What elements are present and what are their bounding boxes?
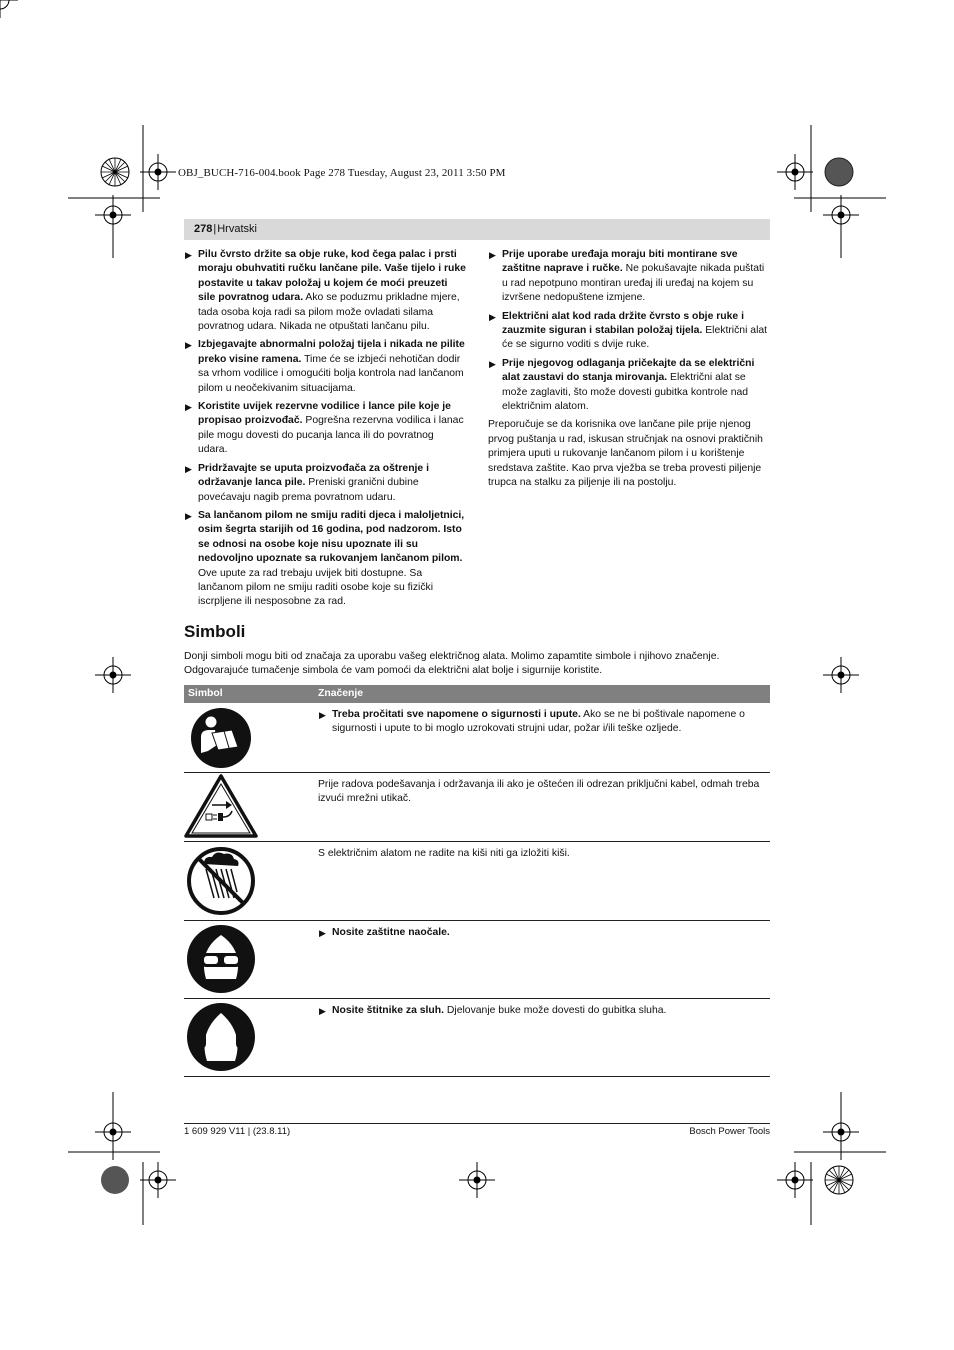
list-item-text: Električni alat će se sigurno voditi s dvije ruke. [502,325,768,351]
bullet-icon: ▶ [489,358,496,369]
list-item [184,462,466,505]
list-item-bold: Pilu čvrsto držite sa obje ruke, kod čega palac i prsti moraju obuhvatiti ručku lančane pile. Vaše tijelo i ruke postavite u takav položaj u kojem će moći preuzeti sile povratnog udara. [198,249,466,304]
table-row [184,921,770,999]
bullet-icon: ▶ [185,402,192,413]
table-row [184,773,770,842]
list-item-bold: Pridržavajte se uputa proizvođača za oštrenje i održavanje lanca pile. [198,462,429,489]
list-item-text: Ove upute za rad trebaju uvijek biti dostupne. Sa lančanom pilom ne smiju raditi osobe koje su fizički iscrpljene ili nesposobne za rad. [198,567,434,608]
list-item-bold: Prije uporabe uređaja moraju biti montirane sve zaštitne naprave i ručke. [502,249,738,275]
header-language: Hrvatski [217,223,257,235]
list-item [184,400,466,458]
row-meaning [318,1004,768,1018]
bullet-icon: ▶ [489,250,496,260]
table-row [184,842,770,921]
list-item-text: Djelovanje buke može dovesti do gubitka sluha. [444,1005,667,1016]
row-meaning [318,926,768,940]
list-item-text: Time će se izbjeći nehotičan dodir sa vrhom vodilice i omogućiti bolja kontrola nad lančanom pilom u neočekivanim situacijama. [198,353,464,394]
list-item-text: Ako se poduzmu prikladne mjere, tada osoba koja radi sa pilom može ovladati silama povratnog udara. Nikada ne otpuštati lančanu pilu. [198,292,460,333]
section-title: Simboli [184,622,246,641]
row-meaning: S električnim alatom ne radite na kiši niti ga izložiti kiši. [318,848,570,859]
list-item [184,248,466,334]
list-item [318,1004,768,1018]
list-item [184,338,466,396]
symbol-table-header [184,685,770,703]
section-intro: Donji simboli mogu biti od značaja za uporabu vašeg električnog alata. Molimo zapamtite simbole i njihovo značenje. Odgovarajuće tumačenje simbola će vam pomoći da električni alat bolje i sigurnije koristite. [184,651,720,677]
list-item [488,357,770,415]
list-item-bold: Nosite zaštitne naočale. [332,927,450,938]
bullet-icon: ▶ [319,710,326,720]
list-item-text: Ne pokušavajte nikada puštati u rad nepotpuno montiran uređaj ili uređaj na kojem su izvršene nedopuštene izmjene. [502,263,765,304]
list-item-text: Preniski granični dubine povećavaju nagib prema povratnom udaru. [198,477,419,503]
list-item [488,310,770,353]
page-number: 278 [194,223,213,235]
recommendation-paragraph: Preporučuje se da korisnika ove lančane pile prije njenog prvog puštanja u rad, iskusan stručnjak na osnovi praktičnih primjera uputi u rukovanje lančanom pilom i u korištenje sredstava zaštite. Kao prva vježba se treba provesti piljenje trupca na stalku za piljenje ili na postolju. [488,419,763,489]
right-column [488,248,770,491]
footer-brand: Bosch Power Tools [689,1126,770,1137]
bullet-icon: ▶ [185,340,192,351]
list-item-text: Pogrešna rezervna vodilica i lanac pile mogu dovesti do pucanja lanca ili do povratnog udara. [198,415,464,456]
footer-doc-id: 1 609 929 V11 | (23.8.11) [184,1126,291,1137]
bullet-icon: ▶ [489,311,496,322]
row-meaning: Prije radova podešavanja i održavanja ili ako je oštećen ili odrezan priključni kabel, odmah treba izvući mrežni utikač. [318,779,760,805]
no-rain-icon [184,842,260,920]
list-item [184,509,466,610]
list-item-bold: Treba pročitati sve napomene o sigurnosti i upute. [332,709,581,720]
footer-divider [184,1123,770,1124]
list-item [318,708,768,737]
read-manual-icon [184,703,260,772]
list-item [318,926,768,940]
safety-goggles-icon [184,921,260,998]
list-item-bold: Prije njegovog odlaganja pričekajte da se električni alat zaustavi do stanja mirovanja. [502,357,755,384]
bullet-icon: ▶ [185,250,192,260]
list-item-text: Ako se ne bi poštivale napomene o sigurnosti i upute to bi moglo uzrokovati strujni udar, požar i/ili teške ozljede. [332,709,745,735]
ear-protection-icon [184,999,260,1076]
header-separator: | [213,223,217,235]
print-info-line: OBJ_BUCH-716-004.book Page 278 Tuesday, August 23, 2011 3:50 PM [178,167,506,179]
bullet-icon: ▶ [319,928,326,938]
list-item-bold: Sa lančanom pilom ne smiju raditi djeca i maloljetnici, osim šegrta starijih od 16 godina, pod nadzorom. Isto se odnosi na osobe koje nisu upoznate ili su nedovoljno upoznate sa rukovanjem lančanom pilom. [198,509,465,565]
list-item [488,248,770,306]
column-header-symbol: Simbol [188,688,223,699]
list-item-bold: Nosite štitnike za sluh. [332,1005,445,1016]
table-row [184,999,770,1077]
bullet-icon: ▶ [319,1006,326,1016]
page-header [184,219,770,240]
list-item-bold: Koristite uvijek rezervne vodilice i lance pile koje je propisao proizvođač. [198,401,451,427]
list-item-bold: Izbjegavajte abnormalni položaj tijela i nikada ne pilite preko visine ramena. [198,339,465,365]
list-item-text: Električni alat se može zaglaviti, što može dovesti gubitka kontrole nad električnim alatom. [502,372,749,413]
bullet-icon: ▶ [185,510,192,521]
left-column [184,248,466,614]
unplug-warning-icon [184,773,260,841]
list-item-bold: Električni alat kod rada držite čvrsto s obje ruke i zauzmite siguran i stabilan položaj tijela. [502,310,744,337]
column-header-meaning: Značenje [318,688,364,699]
table-row [184,703,770,773]
row-meaning [318,708,768,737]
bullet-icon: ▶ [185,463,192,474]
